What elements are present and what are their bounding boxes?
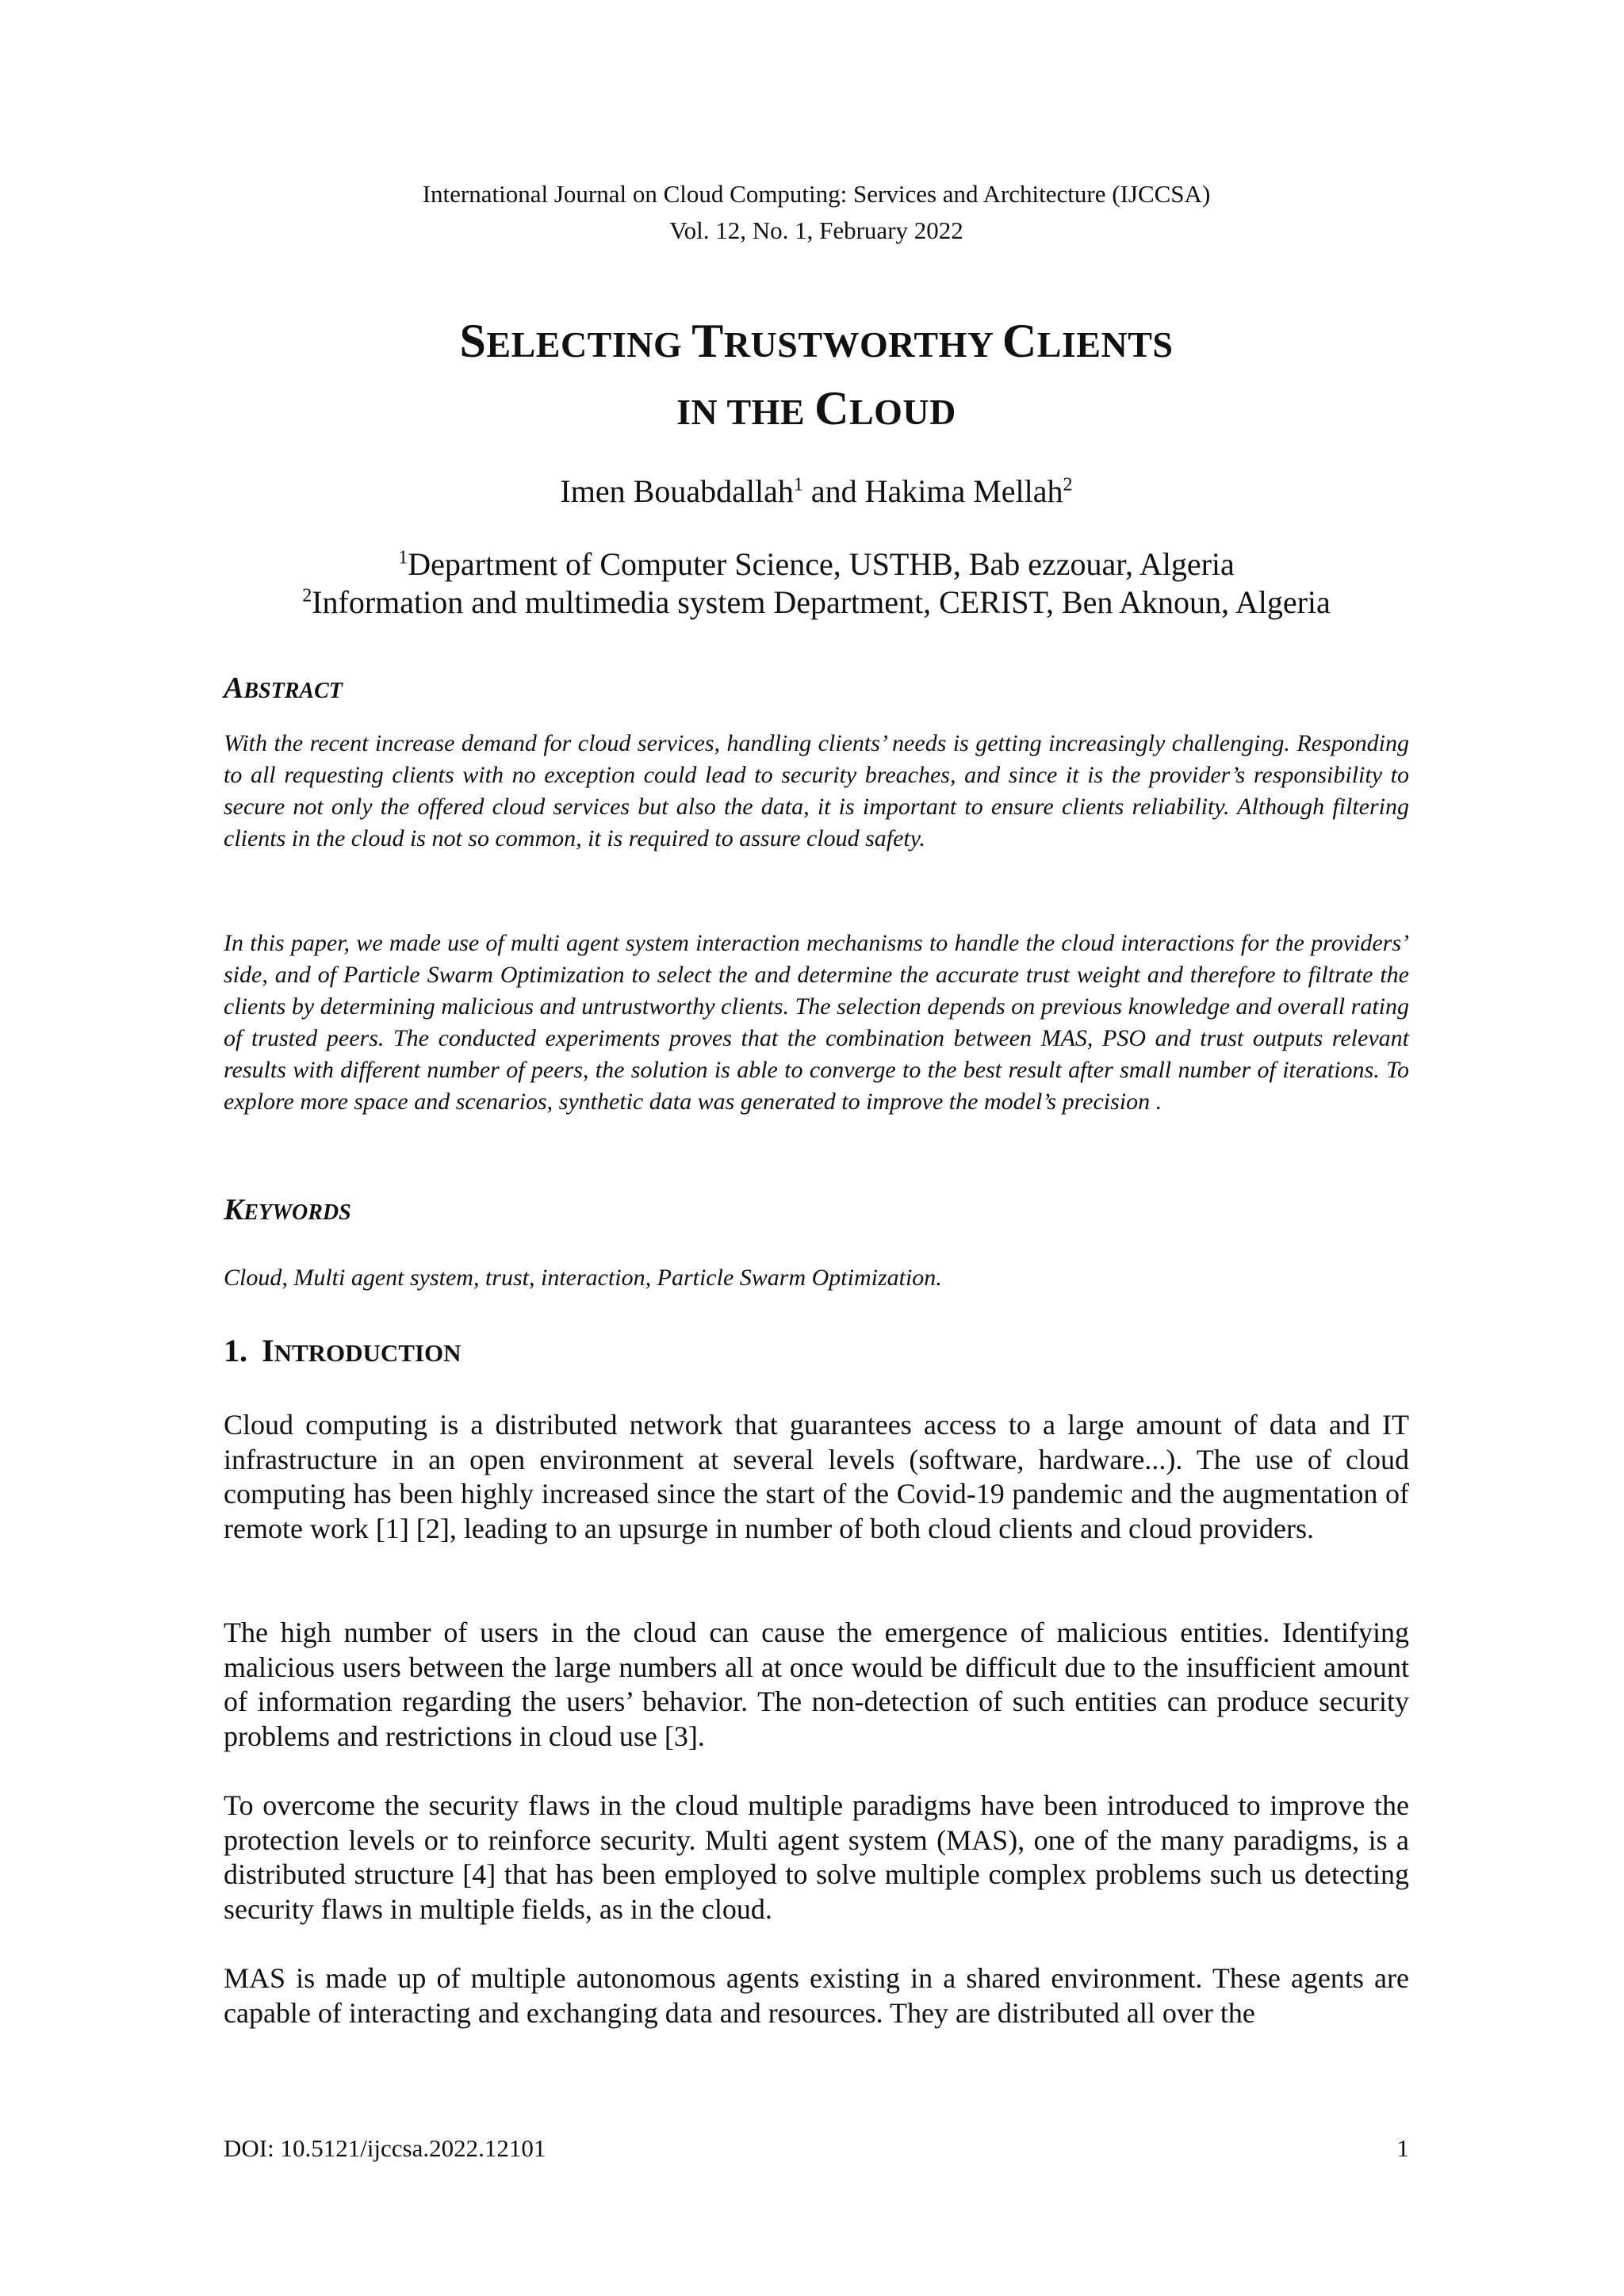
affiliation: $^2$Information and multimedia system Department, CERIST, Ben Aknoun, Algeria <box>302 584 1331 620</box>
title-line-2: IN THE CLOUD <box>676 382 956 434</box>
keywords-text: Cloud, Multi agent system, trust, interaction, Particle Swarm Optimization. <box>224 1265 942 1291</box>
affiliation: $^1$Department of Computer Science, USTHB, Bab ezzouar, Algeria <box>398 546 1235 582</box>
title-line-1: SELECTING TRUSTWORTHY CLIENTS <box>459 315 1174 367</box>
journal-name: International Journal on Cloud Computing: Services and Architecture (IJCCSA) <box>422 180 1211 208</box>
abstract-paragraph: In this paper, we made use of multi agent system interaction mechanisms to handle the cloud interactions for the providers’ side, and of Particle Swarm Optimization to select the and determine the accurate trust weight and therefore to filtrate the clients by determining malicious and untrustworthy clients. The selection depends on previous knowledge and overall rating of trusted peers. The conducted experiments proves that the combination between MAS, PSO and trust outputs relevant results with different number of peers, the solution is able to converge to the best result after small number of iterations. To explore more space and scenarios, synthetic data was generated to improve the model’s precision . <box>224 930 1409 1115</box>
paper-title <box>224 309 1409 444</box>
affiliation-list <box>224 545 1409 622</box>
author-name: Imen Bouabdallah <box>560 473 794 509</box>
journal-header <box>224 176 1409 249</box>
author-affiliation-marker: 1 <box>793 474 803 496</box>
page-number: 1 <box>1396 2134 1409 2162</box>
doi-text: DOI: 10.5121/ijccsa.2022.12101 <box>224 2134 546 2162</box>
abstract-heading: ABSTRACT <box>224 672 343 705</box>
body-paragraph: To overcome the security flaws in the cloud multiple paradigms have been introduced to improve the protection levels or to reinforce security. Multi agent system (MAS), one of the many paradigms, is a distributed structure [4] that has been employed to solve multiple complex problems such us detecting security flaws in multiple fields, as in the cloud. <box>224 1789 1409 1925</box>
author-name: Hakima Mellah <box>864 473 1063 509</box>
author-affiliation-marker: 2 <box>1063 474 1073 496</box>
author-list: Imen Bouabdallah$^1$ and Hakima Mellah$^2$ <box>560 473 1073 509</box>
abstract-paragraph: With the recent increase demand for cloud services, handling clients’ needs is getting increasingly challenging. Responding to all requesting clients with no exception could lead to security breaches, and since it is the provider’s responsibility to secure not only the offered cloud services but also the data, it is important to ensure clients reliability. Although filtering clients in the cloud is not so common, it is required to assure cloud safety. <box>224 730 1409 851</box>
journal-volume: Vol. 12, No. 1, February 2022 <box>669 216 963 244</box>
body-paragraph: The high number of users in the cloud can cause the emergence of malicious entities. Identifying malicious users between the large numbers all at once would be difficult due to the insufficient amount of information regarding the users’ behavior. The non-detection of such entities can produce security problems and restrictions in cloud use [3]. <box>224 1617 1409 1752</box>
keywords-heading: KEYWORDS <box>224 1193 351 1226</box>
introduction-heading: 1. INTRODUCTION <box>224 1333 462 1368</box>
body-paragraph: Cloud computing is a distributed network that guarantees access to a large amount of data and IT infrastructure in an open environment at several levels (software, hardware...). The use of cloud computing has been highly increased since the start of the Covid-19 pandemic and the augmentation of remote work [1] [2], leading to an upsurge in number of both cloud clients and cloud providers. <box>224 1409 1409 1544</box>
body-paragraph: MAS is made up of multiple autonomous agents existing in a shared environment. These agents are capable of interacting and exchanging data and resources. They are distributed all over the <box>224 1962 1409 2029</box>
